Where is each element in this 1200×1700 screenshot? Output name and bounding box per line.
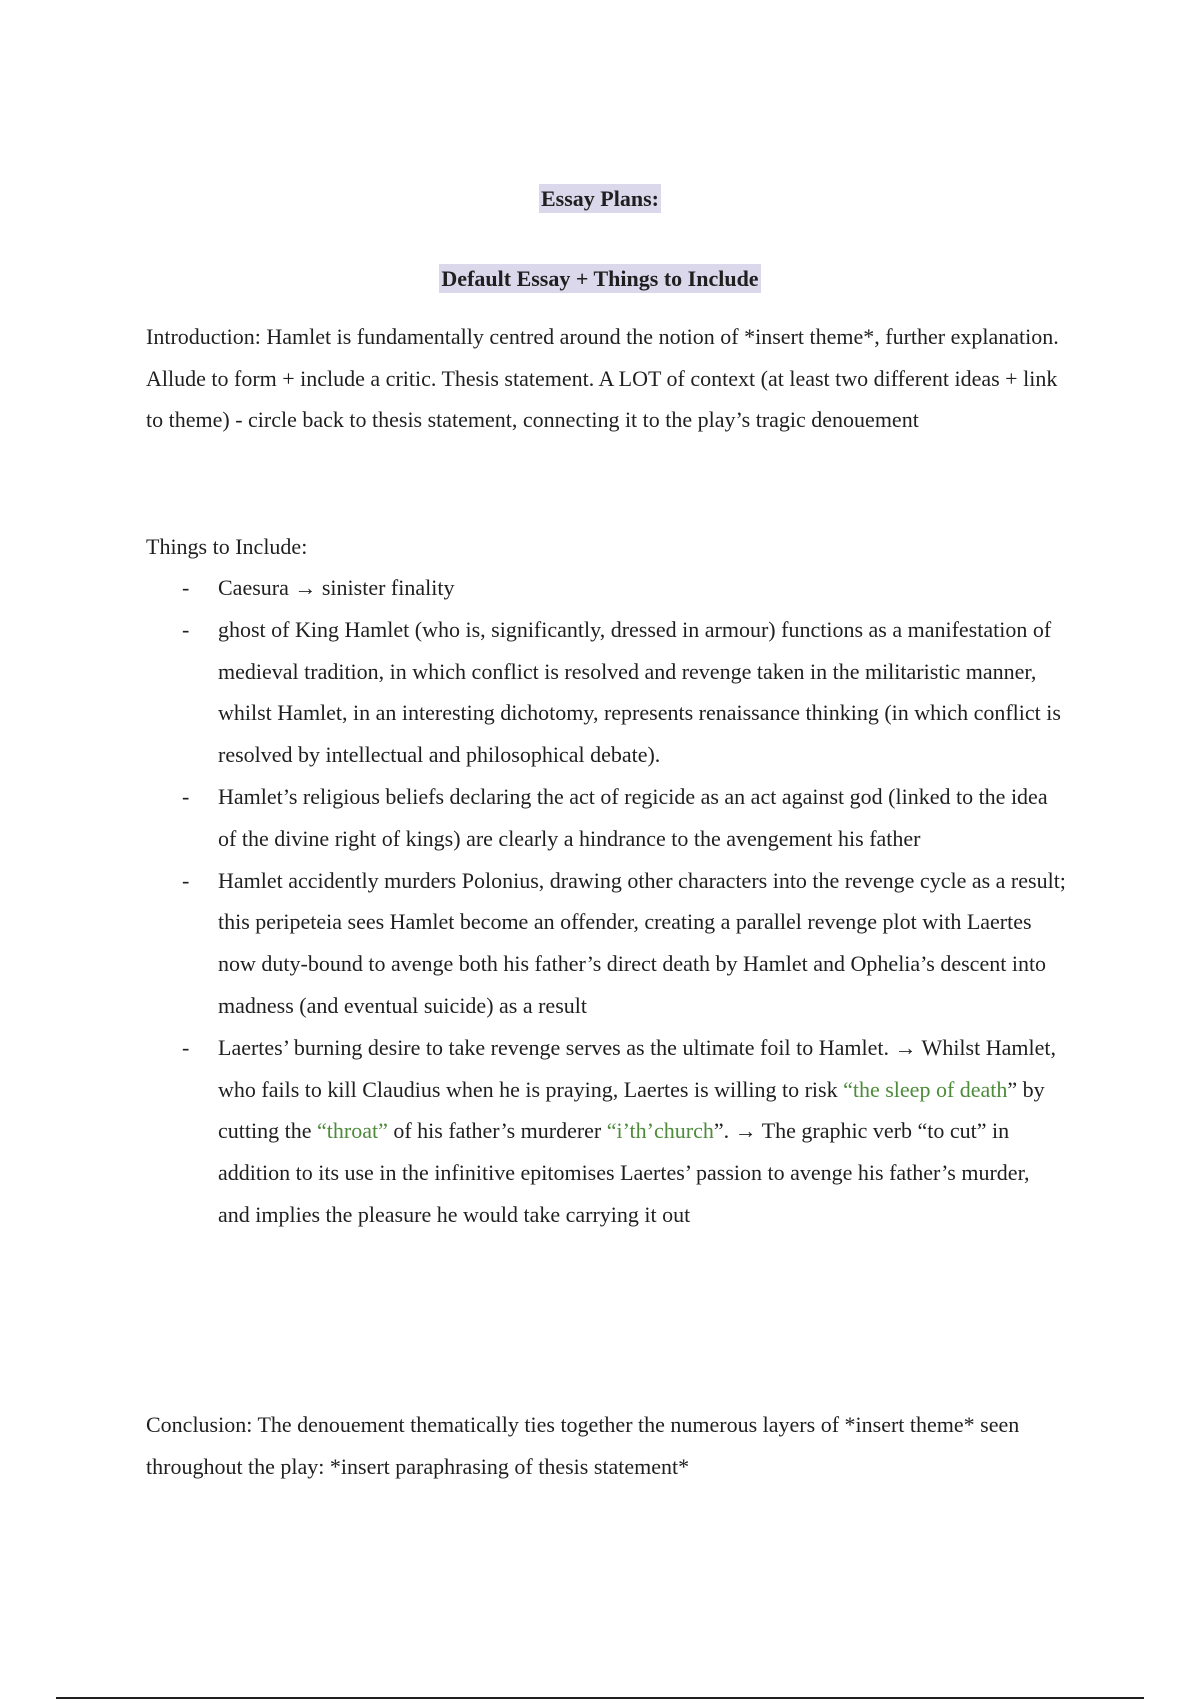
things-to-include-list [146, 567, 1066, 1236]
list-item [146, 609, 1066, 776]
quote-sleep-of-death: “the sleep of death [843, 1076, 1008, 1102]
list-item-text: Hamlet’s religious beliefs declaring the act of regicide as an act against god (linked to the idea of the divine right of kings) are clearly a hindrance to the avengement his father [218, 783, 1048, 851]
footer-divider [56, 1697, 1144, 1699]
bullet-dash: - [182, 1034, 190, 1060]
bullet-dash: - [182, 616, 190, 642]
conclusion-paragraph: Conclusion: The denouement thematically ties together the numerous layers of *insert theme* seen throughout the play: *insert paraphrasing of thesis statement* [146, 1412, 1020, 1479]
heading-wrap [0, 184, 1200, 214]
bullet-dash: - [182, 867, 190, 893]
quote-ith-church: “i’th’church [606, 1118, 714, 1144]
laertes-text-2: ” by cutting the [218, 1076, 1045, 1144]
page-title: Essay Plans: [541, 186, 659, 211]
list-item [146, 1027, 1066, 1236]
laertes-text-4: ”. → The graphic verb “to cut” in addition to its use in the infinitive epitomises Laertes’ passion to avenge his father’s murder, and implies the pleasure he would take carrying it out [218, 1118, 1030, 1227]
list-item-text: ghost of King Hamlet (who is, significantly, dressed in armour) functions as a manifestation of medieval tradition, in which conflict is resolved and revenge taken in the militaristic manner, whilst Hamlet, in an interesting dichotomy, represents renaissance thinking (in which conflict is resolved by intellectual and philosophical debate). [218, 616, 1061, 768]
list-item [146, 776, 1066, 860]
list-item-text [218, 1035, 1056, 1227]
introduction-paragraph: Introduction: Hamlet is fundamentally centred around the notion of *insert theme*, further explanation. Allude to form + include a critic. Thesis statement. A LOT of context (at least two different ideas + link to theme) - circle back to thesis statement, connecting it to the play’s tragic denouement [146, 324, 1059, 432]
laertes-text-1: Laertes’ burning desire to take revenge serves as the ultimate foil to Hamlet. → Whilst Hamlet, who fails to kill Claudius when he is praying, Laertes is willing to risk [218, 1034, 1056, 1102]
bullet-dash: - [182, 783, 190, 809]
section-title: Default Essay + Things to Include [441, 266, 759, 291]
list-item-text: Hamlet accidently murders Polonius, drawing other characters into the revenge cycle as a result; this peripeteia sees Hamlet become an offender, creating a parallel revenge plot with Laertes now duty-bound to avenge both his father’s direct death by Hamlet and Ophelia’s descent into madness (and eventual suicide) as a result [218, 867, 1066, 1018]
bullet-dash: - [182, 575, 190, 600]
list-item [146, 860, 1066, 1027]
list-item [146, 567, 1066, 609]
things-to-include-label: Things to Include: [146, 534, 308, 559]
list-item-text: Caesura → sinister finality [218, 575, 455, 600]
laertes-text-3: of his father’s murderer [387, 1118, 607, 1144]
subheading-wrap [0, 264, 1200, 294]
quote-throat: “throat” [316, 1118, 388, 1144]
